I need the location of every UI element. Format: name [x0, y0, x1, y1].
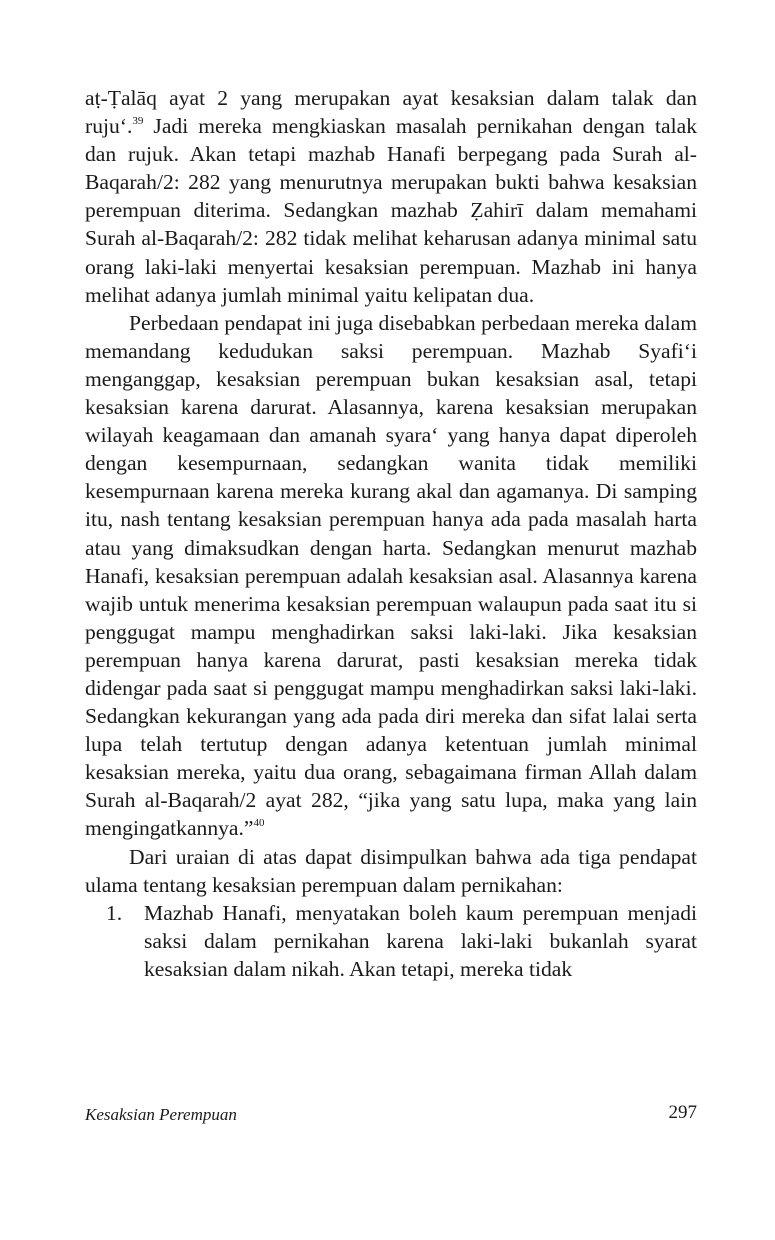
paragraph-2: [85, 309, 697, 843]
opinion-list: [85, 899, 697, 983]
paragraph-1-text-a: aṭ-Ṭalāq ayat 2 yang merupakan ayat kesaksian dalam talak dan ruju‘.: [85, 86, 697, 139]
paragraph-1-text-b: Jadi mereka mengkiaskan masalah pernikahan dengan talak dan rujuk. Akan tetapi mazhab Hanafi berpegang pada Surah al-Baqarah/2: 282 yang menurutnya merupakan bukti bahwa kesaksian perempuan diterima. Sedangkan mazhab Ẓahirī dalam memahami Surah al-Baqarah/2: 282 tidak melihat keharusan adanya minimal satu orang laki-laki menyertai kesaksian perempuan. Mazhab ini hanya melihat adanya jumlah minimal yaitu kelipatan dua.: [85, 114, 697, 307]
list-item: [85, 899, 697, 983]
page-number: 297: [668, 1102, 697, 1123]
paragraph-1: [85, 84, 697, 309]
footnote-ref-40[interactable]: 40: [253, 817, 265, 830]
list-item-text: Mazhab Hanafi, menyatakan boleh kaum perempuan menjadi saksi dalam pernikahan karena laki-laki bukanlah syarat kesaksian dalam nikah. Akan tetapi, mereka tidak: [144, 900, 697, 981]
footnote-ref-39[interactable]: 39: [132, 115, 144, 128]
running-title: Kesaksian Perempuan: [85, 1105, 237, 1124]
paragraph-3: Dari uraian di atas dapat disimpulkan bahwa ada tiga pendapat ulama tentang kesaksian perempuan dalam pernikahan:: [85, 844, 697, 897]
body-text: [85, 84, 697, 983]
list-item-number: 1.: [106, 900, 123, 925]
page-footer: [85, 1104, 697, 1126]
paragraph-2-text: Perbedaan pendapat ini juga disebabkan perbedaan mereka dalam memandang kedudukan saksi perempuan. Mazhab Syafi‘i menganggap, kesaksian perempuan bukan kesaksian asal, tetapi kesaksian karena darurat. Alasannya, karena kesaksian merupakan wilayah keagamaan dan amanah syara‘ yang hanya dapat diperoleh dengan kesempurnaan, sedangkan wanita tidak memiliki kesempurnaan karena mereka kurang akal dan agamanya. Di samping itu, nash tentang kesaksian perempuan hanya ada pada masalah harta atau yang dimaksudkan dengan harta. Sedangkan menurut mazhab Hanafi, kesaksian perempuan adalah kesaksian asal. Alasannya karena wajib untuk menerima kesaksian perempuan walaupun pada saat itu si penggugat mampu menghadirkan saksi laki-laki. Jika kesaksian perempuan hanya karena darurat, pasti kesaksian mereka tidak didengar pada saat si penggugat mampu menghadirkan saksi laki-laki. Sedangkan kekurangan yang ada pada diri mereka dan sifat lalai serta lupa telah tertutup dengan adanya ketentuan jumlah minimal kesaksian mereka, yaitu dua orang, sebagaimana firman Allah dalam Surah al-Baqarah/2 ayat 282, “jika yang satu lupa, maka yang lain mengingatkannya.”: [85, 310, 697, 841]
